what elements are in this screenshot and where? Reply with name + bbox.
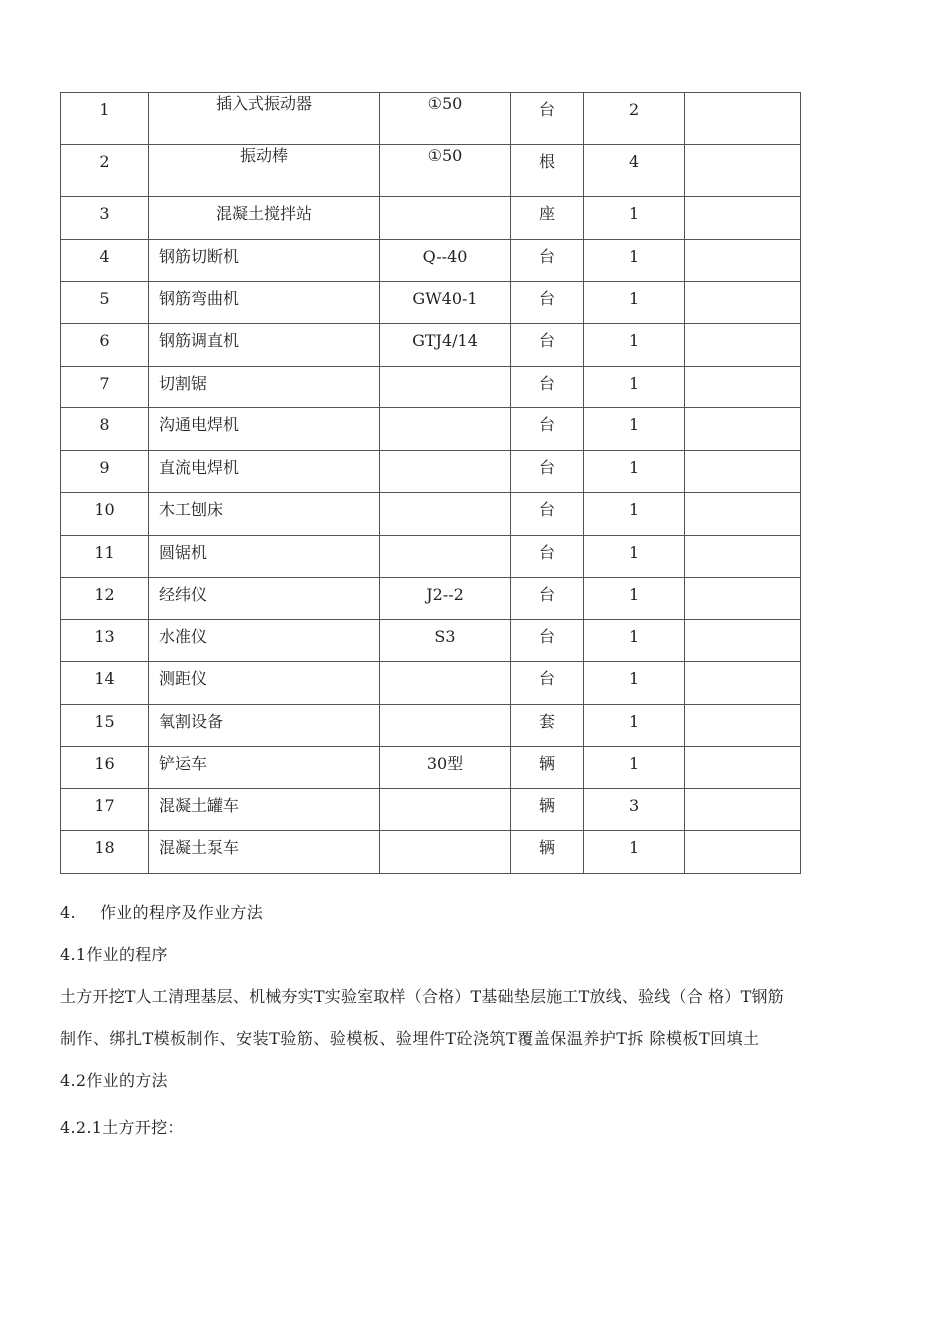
equipment-remark [685, 282, 801, 324]
row-number: 7 [61, 367, 149, 408]
equipment-qty: 4 [584, 145, 685, 197]
equipment-spec: S3 [380, 620, 511, 662]
row-number: 16 [61, 747, 149, 789]
equipment-name: 振动棒 [149, 145, 380, 197]
equipment-qty: 1 [584, 408, 685, 451]
equipment-name: 直流电焊机 [149, 451, 380, 493]
table-row [61, 578, 801, 620]
row-number: 9 [61, 451, 149, 493]
equipment-spec [380, 705, 511, 747]
row-number: 17 [61, 789, 149, 831]
equipment-spec [380, 367, 511, 408]
row-number: 18 [61, 831, 149, 874]
equipment-unit: 台 [511, 93, 584, 145]
table-row [61, 705, 801, 747]
equipment-name: 钢筋切断机 [149, 240, 380, 282]
table-row [61, 451, 801, 493]
equipment-spec [380, 197, 511, 240]
table-row [61, 324, 801, 367]
equipment-unit: 台 [511, 282, 584, 324]
equipment-unit: 台 [511, 536, 584, 578]
equipment-qty: 1 [584, 705, 685, 747]
table-row [61, 789, 801, 831]
equipment-remark [685, 367, 801, 408]
row-number: 6 [61, 324, 149, 367]
equipment-remark [685, 493, 801, 536]
equipment-name: 切割锯 [149, 367, 380, 408]
table-row [61, 145, 801, 197]
equipment-unit: 台 [511, 493, 584, 536]
equipment-qty: 1 [584, 451, 685, 493]
equipment-qty: 2 [584, 93, 685, 145]
section-4-heading [60, 903, 263, 923]
equipment-name: 圆锯机 [149, 536, 380, 578]
equipment-qty: 1 [584, 662, 685, 705]
table-row [61, 747, 801, 789]
equipment-unit: 台 [511, 367, 584, 408]
table-row [61, 493, 801, 536]
equipment-spec: Q--40 [380, 240, 511, 282]
equipment-remark [685, 451, 801, 493]
table-row [61, 93, 801, 145]
table-row [61, 367, 801, 408]
equipment-qty: 1 [584, 493, 685, 536]
equipment-spec [380, 789, 511, 831]
equipment-name: 铲运车 [149, 747, 380, 789]
section-4-number: 4. [60, 903, 76, 922]
equipment-spec: ①50 [380, 93, 511, 145]
table-row [61, 536, 801, 578]
equipment-remark [685, 197, 801, 240]
equipment-qty: 1 [584, 197, 685, 240]
equipment-qty: 1 [584, 620, 685, 662]
equipment-unit: 座 [511, 197, 584, 240]
equipment-remark [685, 578, 801, 620]
equipment-name: 钢筋调直机 [149, 324, 380, 367]
equipment-spec: ①50 [380, 145, 511, 197]
equipment-remark [685, 240, 801, 282]
equipment-unit: 根 [511, 145, 584, 197]
equipment-qty: 1 [584, 831, 685, 874]
equipment-spec [380, 536, 511, 578]
equipment-qty: 3 [584, 789, 685, 831]
equipment-spec [380, 408, 511, 451]
row-number: 5 [61, 282, 149, 324]
equipment-unit: 台 [511, 620, 584, 662]
row-number: 2 [61, 145, 149, 197]
equipment-name: 混凝土泵车 [149, 831, 380, 874]
equipment-spec: GTJ4/14 [380, 324, 511, 367]
equipment-remark [685, 93, 801, 145]
equipment-unit: 台 [511, 662, 584, 705]
equipment-qty: 1 [584, 324, 685, 367]
row-number: 11 [61, 536, 149, 578]
equipment-table-body [61, 93, 801, 874]
equipment-spec [380, 662, 511, 705]
equipment-remark [685, 662, 801, 705]
equipment-name: 木工刨床 [149, 493, 380, 536]
equipment-unit: 台 [511, 324, 584, 367]
row-number: 12 [61, 578, 149, 620]
table-row [61, 282, 801, 324]
equipment-unit: 辆 [511, 831, 584, 874]
section-4-2-heading: 4.2作业的方法 [60, 1071, 168, 1090]
equipment-unit: 辆 [511, 789, 584, 831]
row-number: 10 [61, 493, 149, 536]
equipment-unit: 台 [511, 578, 584, 620]
row-number: 3 [61, 197, 149, 240]
equipment-remark [685, 324, 801, 367]
equipment-unit: 辆 [511, 747, 584, 789]
equipment-remark [685, 145, 801, 197]
equipment-name: 钢筋弯曲机 [149, 282, 380, 324]
equipment-qty: 1 [584, 536, 685, 578]
section-4-2-1-heading: 4.2.1土方开挖： [60, 1118, 184, 1137]
equipment-remark [685, 536, 801, 578]
row-number: 4 [61, 240, 149, 282]
table-row [61, 408, 801, 451]
equipment-table [60, 92, 801, 874]
row-number: 15 [61, 705, 149, 747]
equipment-qty: 1 [584, 240, 685, 282]
procedure-line-2: 制作、绑扎T模板制作、安装T验筋、验模板、验埋件T砼浇筑T覆盖保温养护T拆 除模板T回填土 [60, 1029, 760, 1048]
procedure-line-1: 土方开挖T人工清理基层、机械夯实T实验室取样（合格）T基础垫层施工T放线、验线（合 格）T钢筋 [60, 987, 784, 1006]
equipment-spec: J2--2 [380, 578, 511, 620]
equipment-unit: 台 [511, 451, 584, 493]
equipment-remark [685, 747, 801, 789]
equipment-name: 插入式振动器 [149, 93, 380, 145]
table-row [61, 662, 801, 705]
row-number: 14 [61, 662, 149, 705]
equipment-name: 测距仪 [149, 662, 380, 705]
equipment-unit: 套 [511, 705, 584, 747]
equipment-remark [685, 620, 801, 662]
equipment-remark [685, 408, 801, 451]
row-number: 1 [61, 93, 149, 145]
equipment-qty: 1 [584, 367, 685, 408]
equipment-spec [380, 831, 511, 874]
equipment-remark [685, 831, 801, 874]
table-row [61, 831, 801, 874]
equipment-name: 混凝土罐车 [149, 789, 380, 831]
equipment-qty: 1 [584, 747, 685, 789]
equipment-spec: 30型 [380, 747, 511, 789]
equipment-spec: GW40-1 [380, 282, 511, 324]
row-number: 8 [61, 408, 149, 451]
equipment-remark [685, 789, 801, 831]
equipment-remark [685, 705, 801, 747]
equipment-spec [380, 451, 511, 493]
section-4-title: 作业的程序及作业方法 [100, 903, 264, 922]
row-number: 13 [61, 620, 149, 662]
equipment-unit: 台 [511, 240, 584, 282]
section-4-1-heading: 4.1作业的程序 [60, 945, 168, 964]
table-row [61, 240, 801, 282]
equipment-name: 经纬仪 [149, 578, 380, 620]
table-row [61, 197, 801, 240]
equipment-spec [380, 493, 511, 536]
equipment-qty: 1 [584, 282, 685, 324]
equipment-name: 混凝土搅拌站 [149, 197, 380, 240]
equipment-unit: 台 [511, 408, 584, 451]
equipment-qty: 1 [584, 578, 685, 620]
equipment-name: 氧割设备 [149, 705, 380, 747]
equipment-name: 水准仪 [149, 620, 380, 662]
table-row [61, 620, 801, 662]
equipment-name: 沟通电焊机 [149, 408, 380, 451]
